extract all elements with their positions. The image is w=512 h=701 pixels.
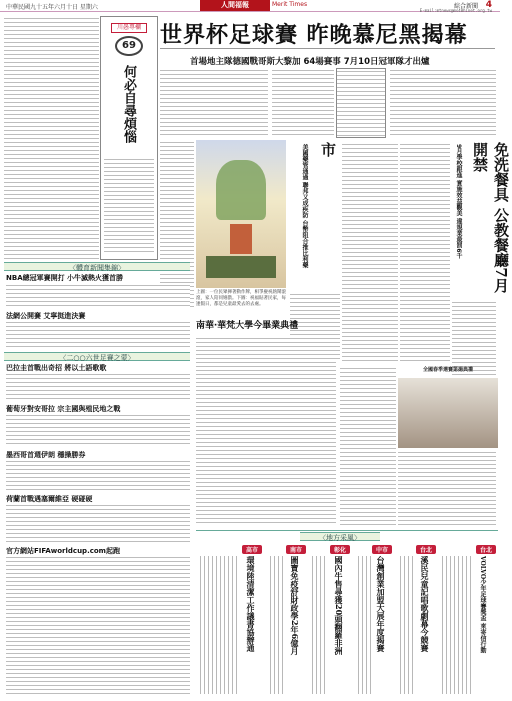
- nanhua-text: [196, 336, 336, 526]
- column-box: [100, 16, 158, 260]
- local-tag: 高市: [242, 545, 262, 554]
- issue-date: 中華民國九十五年六月十日 星期六: [6, 4, 98, 11]
- right-photo-caption: 全國春季選賽第揚典禮: [422, 367, 473, 373]
- brief-headline: NBA總冠軍賽開打 小牛滅熱火獲首勝: [6, 274, 124, 282]
- tableware-text: [400, 142, 450, 362]
- column-number: 69: [115, 36, 143, 56]
- local-tag: 中市: [372, 545, 392, 554]
- local-headline: VOLVO少年足球賽獎盃 來寄信行動: [479, 556, 486, 654]
- vaccine-text-2: [342, 142, 398, 362]
- tableware-subhead: 9月學校跟進 實施效益觀美 違規業最罰6千: [455, 144, 462, 259]
- photo-caption: 上圖：一位民眾揮著動作牌，相爭慶祝熱鬧滾滾，家人陪同嬉戲。下圖：祝福貼著民家，每逢假日，都是兒童最愛去的去處。: [196, 290, 286, 307]
- newspaper-english-name: Merit Times: [272, 1, 308, 8]
- brief-headline: 官方網站FIFAworldcup.com起跑: [6, 547, 120, 555]
- brief-text: [6, 372, 190, 402]
- headline-rule: [160, 48, 495, 49]
- local-tag: 台北: [416, 545, 436, 554]
- brief-text: [6, 459, 190, 491]
- main-story-text-2: [272, 68, 334, 138]
- local-headline: 圖寶免疫舒財政學2年6億月: [290, 556, 300, 656]
- local-news-bar: 〈地方采風〉: [300, 532, 380, 541]
- local-headline: 國內牛售尋獲20頭翻羅非洲: [334, 556, 344, 656]
- local-text: [440, 556, 472, 694]
- festival-photo: [196, 140, 286, 288]
- newspaper-logo: 人間福報: [200, 0, 270, 11]
- left-article-text: [4, 16, 99, 261]
- local-headline: 溪民兒童記唱歌劇幕今競賽: [420, 556, 430, 652]
- local-tag: 南市: [286, 545, 306, 554]
- main-headline: 世界杯足球賽 昨晚慕尼黑揭幕: [160, 22, 468, 48]
- brief-headline: 荷蘭首戰遇塞爾維亞 硬碰硬: [6, 495, 93, 503]
- column-badge: 川愚專欄: [111, 23, 147, 33]
- local-text: [398, 556, 416, 694]
- main-story-text-1: [160, 68, 268, 138]
- vaccine-subhead: 美國藥管通過 聯邦又成疾防 台幣阻合推比利藥: [301, 144, 308, 269]
- local-headline: 台灣創業加盟大展年度揭賽: [376, 556, 386, 652]
- brief-text: [6, 555, 190, 695]
- brief-headline: 墨西哥首週伊朗 穩操勝券: [6, 451, 86, 459]
- worldcup-briefs-bar: 〈二○○六世足賽之蒙〉: [4, 352, 190, 361]
- brief-headline: 巴拉圭首戰出奇招 將以土語歌歌: [6, 364, 107, 372]
- vaccine-headline: 市: [319, 142, 337, 157]
- email-address: E-mail:mtnews@ms48hinet.org.tw: [419, 8, 492, 13]
- brief-headline: 法網公開賽 艾寧挺進決賽: [6, 312, 86, 320]
- photo-shape: [216, 160, 266, 220]
- local-text: [356, 556, 372, 694]
- main-story-text-3: [390, 68, 496, 138]
- local-tag: 台北: [476, 545, 496, 554]
- brief-text: [6, 320, 190, 350]
- main-subhead: 首場地主隊德國戰哥斯大黎加 64場賽事 7月10日冠軍隊才出爐: [190, 57, 430, 67]
- photo-shape: [230, 224, 252, 254]
- local-text: [198, 556, 238, 694]
- brief-headline: 葡萄牙對安哥拉 宗主國與殖民地之戰: [6, 405, 121, 413]
- right-lower-text-2: [398, 450, 496, 526]
- column-text: [104, 157, 154, 255]
- brief-text: [6, 283, 190, 309]
- brief-text: [6, 503, 190, 543]
- sports-briefs-bar: 〈體育新聞集錦〉: [4, 262, 190, 271]
- nanhua-headline: 南華‧華梵大學今畢業典禮: [196, 321, 299, 331]
- local-text: [310, 556, 328, 694]
- local-text: [268, 556, 286, 694]
- brief-text: [6, 413, 190, 447]
- local-headline: 環境陸清潔工作議書協辦通: [246, 556, 256, 652]
- page-number: 4: [485, 0, 492, 10]
- column-title: 何必自尋煩惱: [121, 65, 136, 143]
- main-story-sidebar: [336, 68, 386, 138]
- ceremony-photo: [398, 378, 498, 448]
- local-rule: [196, 530, 498, 531]
- tableware-headline: 免洗餐具 公教餐廳7月開禁: [471, 142, 510, 293]
- photo-shape: [206, 256, 276, 278]
- local-tag: 彰化: [330, 545, 350, 554]
- section-name: 綜合新聞: [453, 3, 478, 10]
- right-lower-text: [340, 366, 396, 526]
